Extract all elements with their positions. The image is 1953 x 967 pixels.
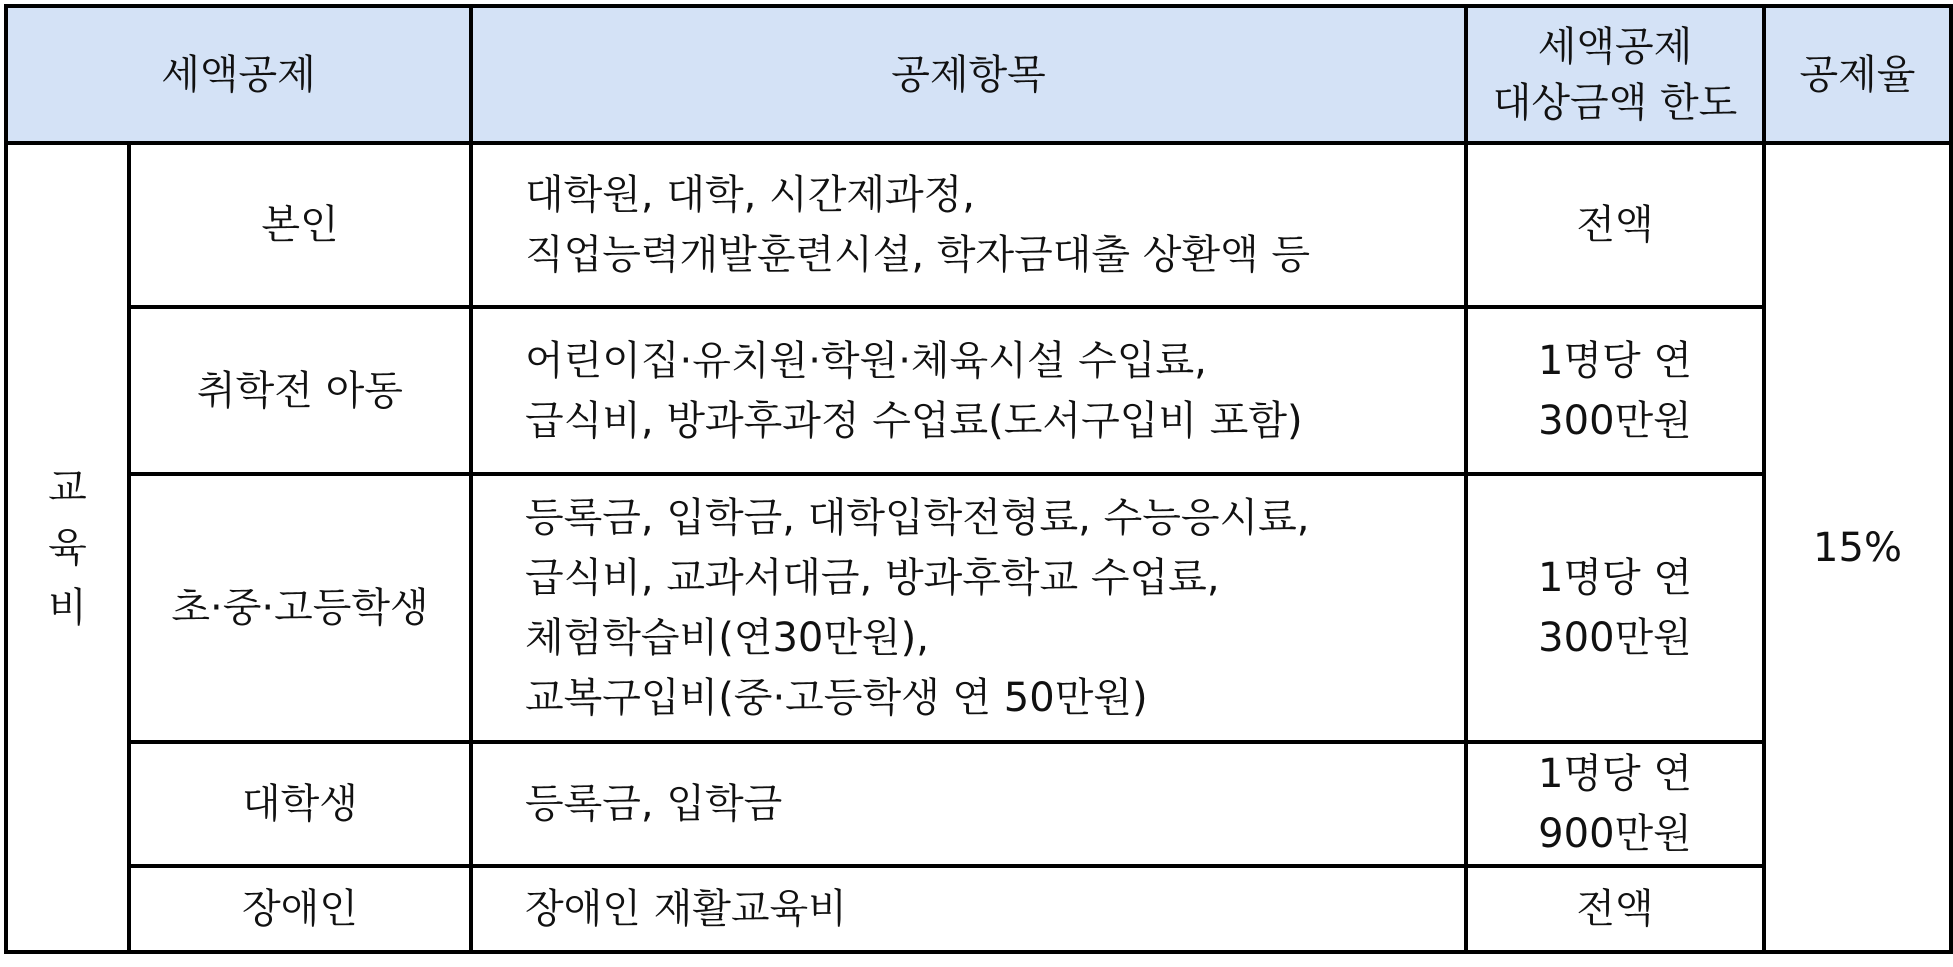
- items-cell: [471, 866, 1466, 952]
- target-cell: 취학전 아동: [129, 307, 471, 474]
- item-line: 장애인 재활교육비: [525, 886, 847, 932]
- limit-line: 1명당 연: [1537, 337, 1693, 384]
- item-line: 등록금, 입학금: [525, 781, 783, 827]
- category-cell: [6, 143, 129, 952]
- target-cell: 대학생: [129, 742, 471, 866]
- limit-cell: [1466, 742, 1764, 866]
- item-line: 어린이집·유치원·학원·체육시설 수입료,: [525, 337, 1207, 384]
- limit-line: 900만원: [1538, 811, 1692, 857]
- category-char: 육: [48, 524, 87, 571]
- item-line: 급식비, 방과후과정 수업료(도서구입비 포함): [525, 397, 1303, 444]
- item-line: 교복구입비(중·고등학생 연 50만원): [525, 675, 1148, 721]
- limit-line: 300만원: [1538, 397, 1692, 444]
- limit-cell: [1466, 866, 1764, 952]
- items-cell: [471, 143, 1466, 307]
- target-cell: 본인: [129, 143, 471, 307]
- item-line: 급식비, 교과서대금, 방과후학교 수업료,: [525, 555, 1220, 601]
- rate-cell: 15%: [1764, 143, 1951, 952]
- header-items: 공제항목: [471, 6, 1466, 143]
- header-credit: 세액공제: [6, 6, 471, 143]
- limit-line: 1명당 연: [1537, 751, 1693, 797]
- table-row: [6, 866, 1951, 952]
- header-row: [6, 6, 1951, 143]
- category-char: 교: [48, 464, 87, 511]
- target-cell: 초·중·고등학생: [129, 474, 471, 742]
- limit-line: 1명당 연: [1537, 555, 1693, 601]
- category-char: 비: [48, 584, 87, 631]
- header-limit-line2: 대상금액 한도: [1492, 79, 1738, 126]
- item-line: 직업능력개발훈련시설, 학자금대출 상환액 등: [525, 232, 1311, 278]
- items-cell: [471, 474, 1466, 742]
- limit-line: 300만원: [1538, 615, 1692, 661]
- table-row: [6, 742, 1951, 866]
- items-cell: [471, 742, 1466, 866]
- limit-cell: [1466, 143, 1764, 307]
- limit-line: 전액: [1576, 202, 1654, 248]
- target-cell: 장애인: [129, 866, 471, 952]
- item-line: 등록금, 입학금, 대학입학전형료, 수능응시료,: [525, 495, 1310, 541]
- table-row: [6, 474, 1951, 742]
- education-tax-credit-table: [4, 4, 1953, 954]
- table-row: [6, 307, 1951, 474]
- item-line: 체험학습비(연30만원),: [525, 615, 929, 661]
- header-limit: [1466, 6, 1764, 143]
- limit-line: 전액: [1576, 886, 1654, 932]
- header-rate: 공제율: [1764, 6, 1951, 143]
- item-line: 대학원, 대학, 시간제과정,: [525, 172, 975, 218]
- items-cell: [471, 307, 1466, 474]
- limit-cell: [1466, 474, 1764, 742]
- tax-credit-table-container: [4, 4, 1953, 954]
- header-limit-line1: 세액공제: [1537, 23, 1693, 70]
- table-row: [6, 143, 1951, 307]
- limit-cell: [1466, 307, 1764, 474]
